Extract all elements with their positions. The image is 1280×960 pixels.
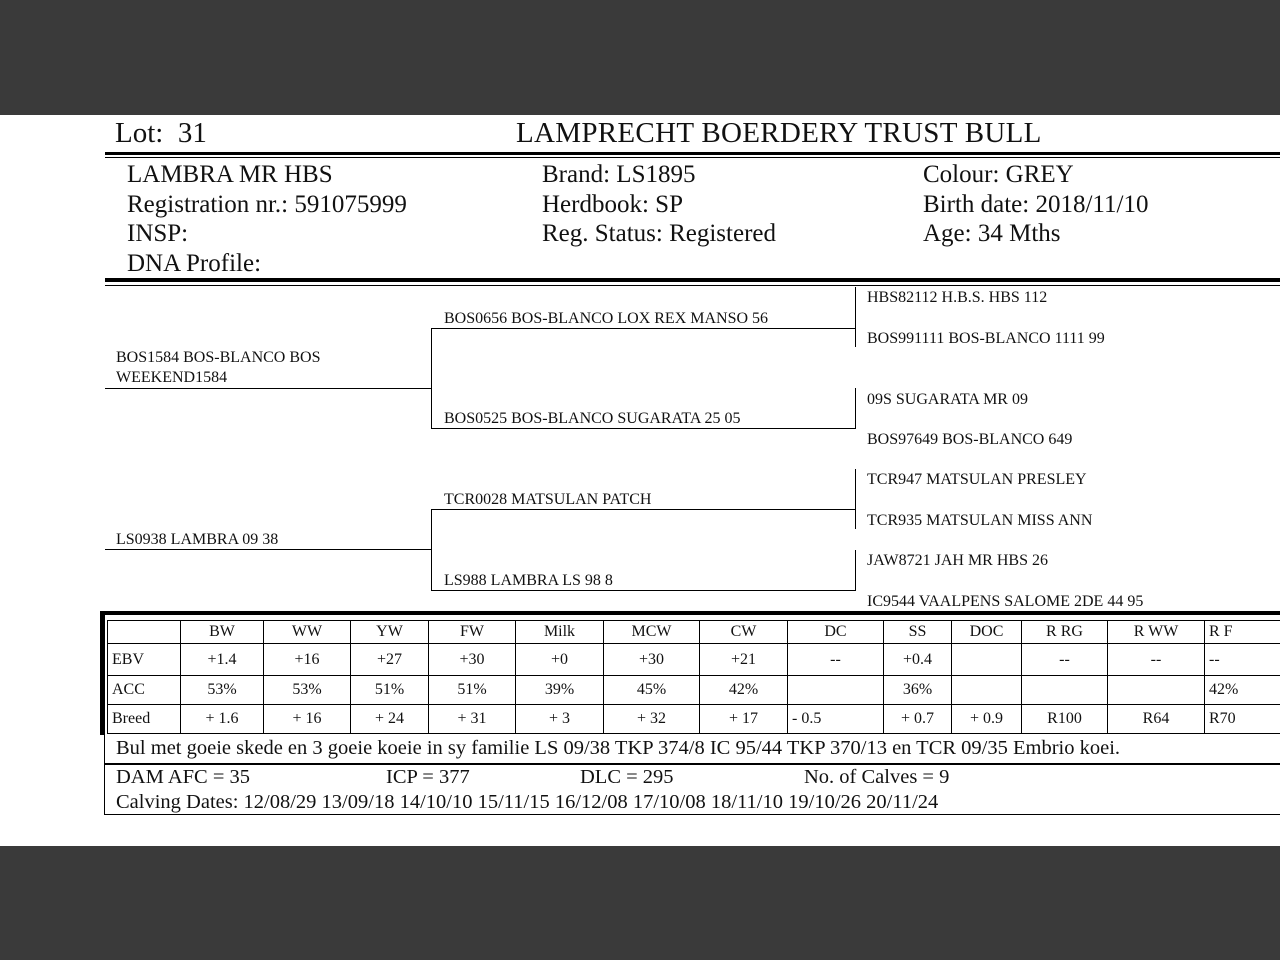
ebv-header-cell: DOC [952, 621, 1022, 644]
pedigree-line [855, 287, 856, 347]
pedigree-dam-dam: LS988 LAMBRA LS 98 8 [444, 572, 613, 589]
pedigree-dam: LS0938 LAMBRA 09 38 [116, 531, 279, 548]
ebv-cell: 53% [181, 676, 264, 705]
herdbook-field: Herdbook: SP [542, 190, 683, 218]
ebv-table [107, 620, 1280, 734]
ebv-cell: -- [1108, 644, 1205, 676]
ebv-row-acc [108, 676, 1280, 705]
ebv-cell: 51% [351, 676, 429, 705]
ebv-cell: R64 [1108, 705, 1205, 734]
dam-calves: No. of Calves = 9 [804, 766, 950, 788]
comment-text: Bul met goeie skede en 3 goeie koeie in sy familie LS 09/38 TKP 374/8 IC 95/44 TKP 370/13 en TCR 09/35 Embrio koei. [116, 737, 1121, 759]
ebv-cell: +27 [351, 644, 429, 676]
animal-name: LAMBRA MR HBS [127, 161, 333, 188]
dam-rule-bottom [104, 814, 1280, 815]
ebv-cell: 39% [516, 676, 604, 705]
pedigree-sire [116, 348, 320, 388]
ebv-header-cell: MCW [604, 621, 700, 644]
info-rule-thick [105, 278, 1280, 282]
ebv-cell: +21 [700, 644, 788, 676]
ebv-cell: +16 [264, 644, 351, 676]
dam-afc: DAM AFC = 35 [116, 766, 251, 788]
ebv-header-cell: R RG [1022, 621, 1108, 644]
pedigree-gen3-1: HBS82112 H.B.S. HBS 112 [867, 289, 1048, 306]
pedigree-gen3-5: TCR947 MATSULAN PRESLEY [867, 471, 1087, 488]
pedigree-gen3-8: IC9544 VAALPENS SALOME 2DE 44 95 [867, 593, 1144, 610]
ebv-cell: + 31 [429, 705, 516, 734]
pedigree-gen3-2: BOS991111 BOS-BLANCO 1111 99 [867, 330, 1105, 347]
ebv-header-cell: YW [351, 621, 429, 644]
ebv-cell [952, 644, 1022, 676]
comment-frame-left [104, 735, 105, 815]
reg-status-field: Reg. Status: Registered [542, 220, 776, 247]
pedigree-gen3-6: TCR935 MATSULAN MISS ANN [867, 512, 1093, 529]
pedigree-line [855, 550, 856, 591]
ebv-cell: 42% [700, 676, 788, 705]
pedigree-gen3-4: BOS97649 BOS-BLANCO 649 [867, 431, 1073, 448]
header-rule-thin [105, 157, 1280, 158]
header-rule-thick [105, 152, 1280, 155]
page-title: LAMPRECHT BOERDERY TRUST BULL [516, 117, 1042, 149]
ebv-header-cell: CW [700, 621, 788, 644]
ebv-cell: +1.4 [181, 644, 264, 676]
ebv-rule-top [100, 611, 1280, 615]
ebv-header-cell: SS [884, 621, 952, 644]
insp-field: INSP: [127, 220, 189, 247]
pedigree-line [105, 549, 432, 550]
pedigree-line [105, 388, 432, 389]
ebv-cell: 42% [1205, 676, 1280, 705]
ebv-cell: +0 [516, 644, 604, 676]
comment-rule [104, 763, 1280, 765]
brand-field: Brand: LS1895 [542, 161, 696, 188]
ebv-cell: +30 [604, 644, 700, 676]
lot-label-text: Lot: [115, 117, 164, 149]
ebv-row-label: Breed [108, 705, 181, 734]
ebv-cell [1022, 676, 1108, 705]
calving-dates: Calving Dates: 12/08/29 13/09/18 14/10/10 15/11/15 16/12/08 17/10/08 18/11/10 19/10/26 20/11/24 [116, 791, 939, 813]
ebv-cell [1108, 676, 1205, 705]
pedigree-line [855, 469, 856, 529]
pedigree-line [431, 328, 432, 429]
ebv-row-ebv [108, 644, 1280, 676]
ebv-cell: 36% [884, 676, 952, 705]
pedigree-line [855, 388, 856, 429]
ebv-cell: + 0.7 [884, 705, 952, 734]
ebv-header-cell [108, 621, 181, 644]
dam-icp: ICP = 377 [386, 766, 470, 788]
bottom-dark-band [0, 846, 1280, 960]
ebv-cell [788, 676, 884, 705]
ebv-cell: + 0.9 [952, 705, 1022, 734]
ebv-cell: + 16 [264, 705, 351, 734]
pedigree-line [431, 428, 856, 429]
ebv-cell: + 32 [604, 705, 700, 734]
ebv-header-cell: R WW [1108, 621, 1205, 644]
ebv-row-breed [108, 705, 1280, 734]
ebv-cell: + 1.6 [181, 705, 264, 734]
ebv-cell [952, 676, 1022, 705]
ebv-frame-left [100, 611, 105, 735]
lot-number: 31 [177, 117, 207, 149]
pedigree-gen3-7: JAW8721 JAH MR HBS 26 [867, 552, 1048, 569]
ebv-header-cell: WW [264, 621, 351, 644]
pedigree-line [431, 509, 432, 591]
age-field: Age: 34 Mths [923, 220, 1061, 247]
ebv-header-cell: Milk [516, 621, 604, 644]
ebv-cell: -- [1022, 644, 1108, 676]
ebv-cell: 51% [429, 676, 516, 705]
ebv-cell: 45% [604, 676, 700, 705]
ebv-cell: +0.4 [884, 644, 952, 676]
ebv-cell: +30 [429, 644, 516, 676]
ebv-row-label: EBV [108, 644, 181, 676]
ebv-cell: - 0.5 [788, 705, 884, 734]
pedigree-sire-sire: BOS0656 BOS-BLANCO LOX REX MANSO 56 [444, 310, 769, 327]
dam-dlc: DLC = 295 [580, 766, 674, 788]
colour-field: Colour: GREY [923, 161, 1074, 188]
animal-info-col2 [542, 160, 776, 249]
ebv-cell: + 24 [351, 705, 429, 734]
ebv-header-cell: BW [181, 621, 264, 644]
ebv-cell: -- [788, 644, 884, 676]
ebv-header-cell: R F [1205, 621, 1280, 644]
ebv-cell: 53% [264, 676, 351, 705]
pedigree-line [431, 509, 856, 510]
ebv-cell: R100 [1022, 705, 1108, 734]
ebv-cell: + 17 [700, 705, 788, 734]
pedigree-gen3-3: 09S SUGARATA MR 09 [867, 391, 1028, 408]
animal-info-col3 [923, 160, 1148, 249]
ebv-header-cell: FW [429, 621, 516, 644]
pedigree-sire-line2: WEEKEND1584 [116, 369, 228, 386]
pedigree-line [431, 328, 856, 329]
pedigree-dam-sire: TCR0028 MATSULAN PATCH [444, 491, 652, 508]
pedigree-line [431, 590, 856, 591]
pedigree-sire-line1: BOS1584 BOS-BLANCO BOS [116, 349, 321, 366]
animal-info-col1 [127, 160, 407, 278]
ebv-row-label: ACC [108, 676, 181, 705]
top-dark-band [0, 0, 1280, 115]
lot-label [115, 117, 207, 150]
birth-date-field: Birth date: 2018/11/10 [923, 190, 1149, 218]
ebv-cell: + 3 [516, 705, 604, 734]
ebv-header-cell: DC [788, 621, 884, 644]
pedigree-sire-dam: BOS0525 BOS-BLANCO SUGARATA 25 05 [444, 410, 741, 427]
registration-number: Registration nr.: 591075999 [127, 190, 407, 218]
info-rule-thin [105, 285, 1280, 286]
ebv-cell: R70 [1205, 705, 1280, 734]
ebv-header-row [108, 621, 1280, 644]
ebv-cell: -- [1205, 644, 1280, 676]
lot-sheet [0, 115, 1280, 846]
dna-profile-field: DNA Profile: [127, 249, 262, 277]
